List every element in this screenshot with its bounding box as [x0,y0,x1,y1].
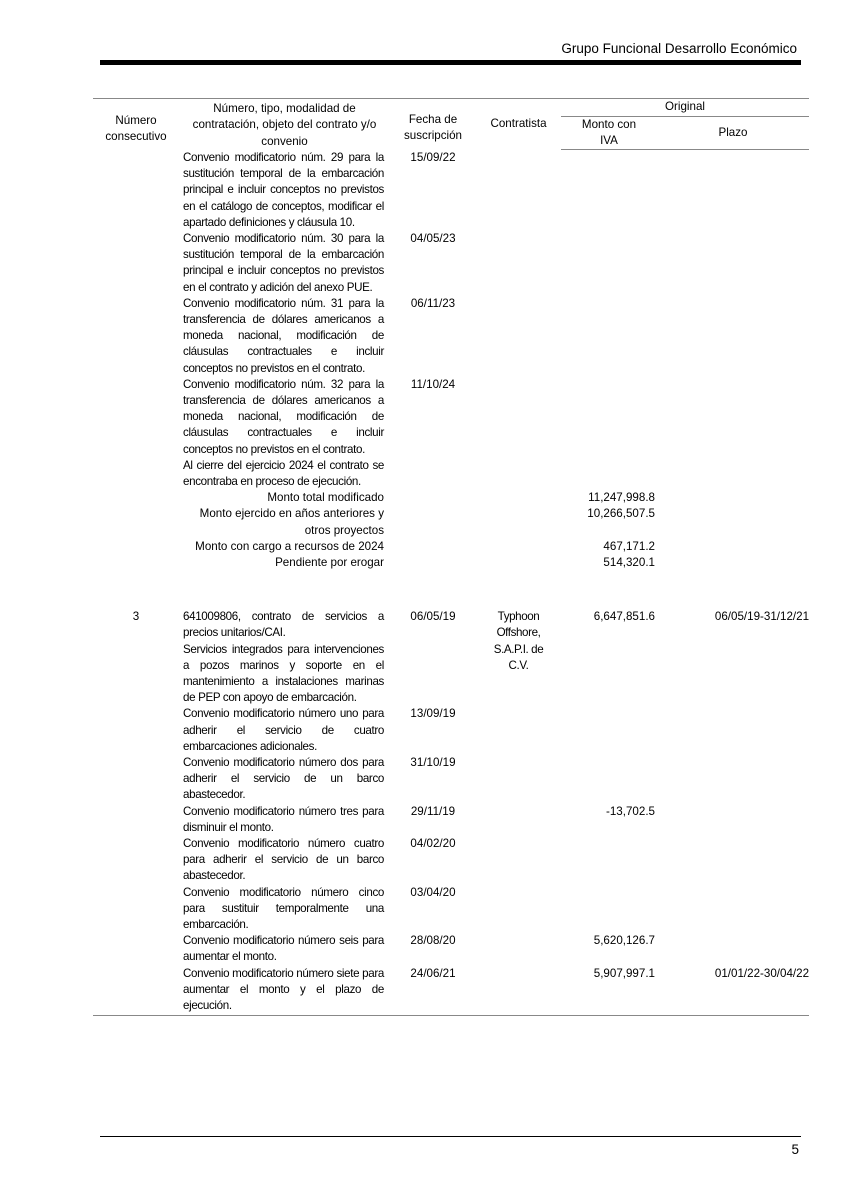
convenio-monto: 5,907,997.1 [561,966,657,1016]
header-consecutivo: Número consecutivo [105,114,167,144]
summary-monto: 10,266,507.5 [587,507,655,521]
summary-monto: 11,247,998.8 [588,491,655,505]
convenio-plazo [657,836,809,885]
table-row [93,966,809,1016]
contracts-table [93,98,809,1016]
row-fecha: 15/09/22 [410,150,456,164]
convenio-fecha: 13/09/19 [410,707,456,721]
convenio-monto [561,755,657,804]
footer-rule [100,1136,801,1137]
convenio-monto: 5,620,126.7 [593,934,655,948]
table-row [93,933,809,965]
row-description: Al cierre del ejercicio 2024 el contrato se encontraba en proceso de ejecución. [183,458,384,488]
convenio-description: Convenio modificatorio número siete para aumentar el monto y el plazo de ejecución. [179,966,390,1016]
row-description: Convenio modificatorio núm. 32 para la transferencia de dólares americanos a moneda nacional, modificación de cláusulas contractuales e incluir conceptos no previstos en el contrato. [183,377,384,456]
convenio-description: Convenio modificatorio número cinco para sustituir temporalmente una embarcación. [183,885,384,932]
contract-number-type: 641009806, contrato de servicios a precios unitarios/CAI. [183,610,384,640]
convenio-plazo [657,933,809,965]
convenio-fecha: 24/06/21 [390,966,476,1016]
summary-label: Monto total modificado [267,491,384,505]
table-row [93,231,809,296]
header-descripcion: Número, tipo, modalidad de contratación, objeto del contrato y/o convenio [192,102,377,148]
page-number: 5 [791,1142,799,1157]
convenio-plazo [657,885,809,934]
table-row [93,804,809,836]
convenio-plazo: 01/01/22-30/04/22 [657,966,809,1016]
header-monto: Monto con IVA [561,117,657,150]
contract-plazo: 06/05/19-31/12/21 [714,610,810,624]
convenio-fecha: 28/08/20 [410,934,456,948]
table-row [93,150,809,231]
summary-row [93,555,809,571]
contract-description [179,609,390,706]
convenio-description: Convenio modificatorio número cuatro para adherir el servicio de un barco abastecedor. [183,837,384,883]
summary-monto: 514,320.1 [603,555,655,569]
contract-contratista: Typhoon Offshore, S.A.P.I. de C.V. [493,610,544,672]
convenio-fecha: 04/02/20 [410,837,456,851]
contract-monto: 6,647,851.6 [593,610,655,624]
convenio-plazo [657,804,809,836]
table-row [93,296,809,377]
contract-object: Servicios integrados para intervenciones a pozos marinos y soporte en el mantenimiento a instalaciones marinas de PEP con apoyo de embarcación. [183,642,384,705]
convenio-plazo [657,755,809,804]
table-row [93,755,809,804]
summary-row [93,506,809,538]
convenio-plazo [657,706,809,755]
contracts-table-container [93,98,809,1016]
convenio-monto [561,885,657,934]
header-title: Grupo Funcional Desarrollo Económico [561,41,797,56]
contract-row [93,609,809,706]
header-fecha: Fecha de suscripción [404,113,462,143]
summary-row [93,539,809,555]
row-description: Convenio modificatorio núm. 31 para la transferencia de dólares americanos a moneda nacional, modificación de cláusulas contractuales e incluir conceptos no previstos en el contrato. [183,296,384,375]
convenio-description: Convenio modificatorio número seis para aumentar el monto. [183,934,384,964]
convenio-fecha: 29/11/19 [410,804,456,818]
contract-consecutivo: 3 [132,610,140,624]
summary-label: Monto ejercido en años anteriores y otros proyectos [199,507,384,537]
header-contratista: Contratista [490,117,547,131]
convenio-fecha: 31/10/19 [410,756,456,770]
summary-row [93,490,809,506]
table-row [93,377,809,458]
convenio-monto: -13,702.5 [606,804,655,818]
convenio-description: Convenio modificatorio número tres para disminuir el monto. [183,804,384,834]
summary-label: Pendiente por erogar [275,555,384,569]
contract-fecha: 06/05/19 [410,610,456,624]
convenio-fecha: 03/04/20 [410,885,456,899]
row-description: Convenio modificatorio núm. 30 para la sustitución temporal de la embarcación principal e incluir conceptos no previstos en el contrato y adición del anexo PUE. [183,231,384,294]
spacer-row [93,571,809,609]
header-original: Original [665,100,705,114]
table-row [93,885,809,934]
row-fecha: 11/10/24 [410,377,456,391]
summary-monto: 467,171.2 [603,539,655,553]
row-fecha: 04/05/23 [410,231,456,245]
convenio-monto [561,706,657,755]
table-row [93,836,809,885]
table-row [93,706,809,755]
header-plazo: Plazo [657,117,809,150]
row-description: Convenio modificatorio núm. 29 para la sustitución temporal de la embarcación principal e incluir conceptos no previstos en el catálogo de conceptos, modificar el apartado definiciones y cláusula 10. [183,150,384,229]
summary-label: Monto con cargo a recursos de 2024 [195,539,384,553]
convenio-monto [561,836,657,885]
convenio-description: Convenio modificatorio número uno para adherir el servicio de cuatro embarcaciones adicionales. [183,707,384,753]
table-row [93,458,809,490]
row-fecha: 06/11/23 [410,296,456,310]
header-rule [100,60,801,65]
convenio-description: Convenio modificatorio número dos para adherir el servicio de un barco abastecedor. [183,756,384,802]
